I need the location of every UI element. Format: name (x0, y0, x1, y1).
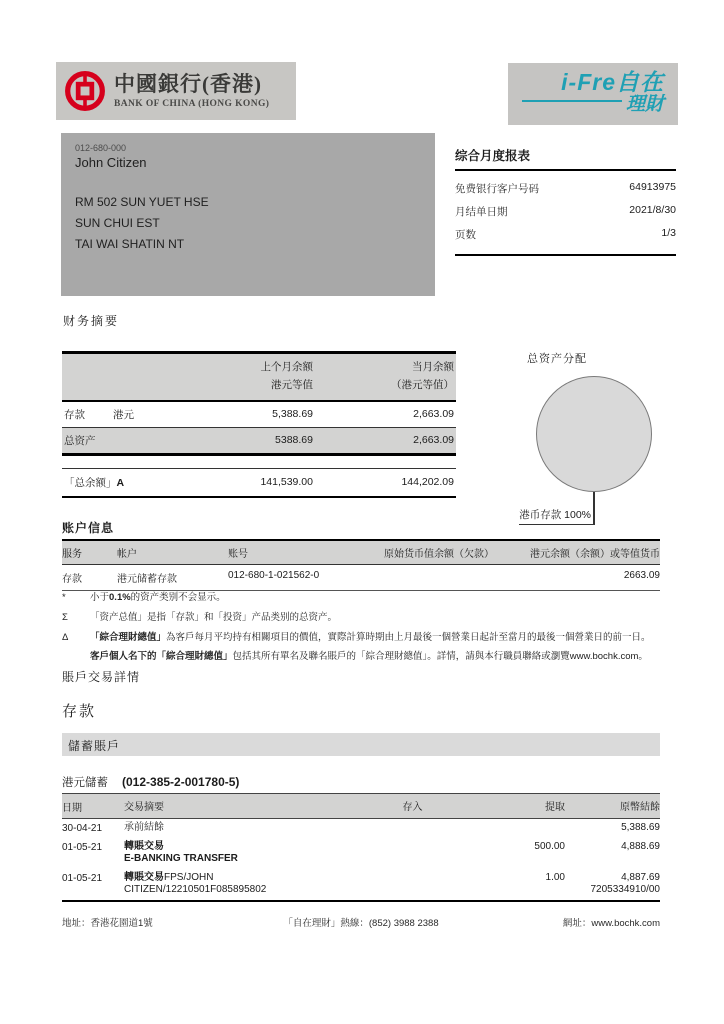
statement-reference-number: 7205334910/00 (590, 884, 660, 895)
recipient-address-line: SUN CHUI EST (75, 216, 160, 230)
col2-header-line2: （港元等值） (391, 378, 454, 391)
boc-emblem-icon (64, 70, 106, 112)
transaction-date: 30-04-21 (62, 823, 103, 834)
page-count-label: 页数 (455, 229, 476, 241)
deposit-label: 存款 (64, 408, 85, 421)
footer-hotline: 「自在理財」熱線：(852) 3988 2388 (283, 918, 439, 929)
transaction-details-title: 賬戶交易詳情 (62, 670, 141, 684)
transaction-balance: 4,887.69 (621, 871, 660, 883)
summary-grand-total-row (62, 468, 456, 498)
total-assets-prev: 5388.69 (275, 434, 313, 447)
footnote-text: 「綜合理財總值」為客戶每月平均持有相關項目的價值，實際計算時期由上月最後一個營業日起計至當月的最後一個營業日的前一日。 (90, 631, 651, 643)
financial-summary-table (62, 351, 456, 498)
asset-allocation-chart (500, 350, 700, 525)
statement-info-rows (455, 171, 676, 256)
deposit-prev-balance: 5,388.69 (272, 408, 313, 421)
footnote-marker: Δ (62, 631, 69, 643)
footnote-marker (62, 651, 90, 664)
footnote-text: 小于0.1%的资产类别不会显示。 (90, 592, 226, 603)
transaction-balance: 4,888.69 (621, 840, 660, 852)
footnote-marker: * (62, 592, 66, 603)
hkd-balance-value: 2663.09 (623, 570, 660, 581)
transaction-row (62, 838, 660, 869)
summary-deposit-row (62, 402, 456, 428)
original-balance-header: 原始货币值余额（欠款） (384, 549, 494, 560)
deposit-row-label (62, 407, 196, 422)
ifre-logo-rule (522, 100, 622, 102)
summary-header: 交易摘要 (124, 802, 164, 813)
recipient-address-line: TAI WAI SHATIN NT (75, 237, 185, 251)
footer-address: 地址：香港花園道1號 (62, 918, 153, 929)
account-header: 帐户 (117, 549, 137, 560)
bank-name-english: BANK OF CHINA (HONG KONG) (114, 98, 270, 109)
summary-header-row (62, 351, 456, 402)
col2-header-line1: 当月余额 (412, 361, 454, 373)
statement-info-panel (455, 146, 676, 256)
hkd-balance-header: 港元余额（余额）或等值货币 (530, 549, 660, 560)
statement-date-value: 2021/8/30 (629, 204, 676, 216)
summary-total-assets-row (62, 428, 456, 456)
transaction-summary: 轉賬交易FPS/JOHN CITIZEN/12210501F085895802 (124, 871, 267, 895)
hkd-savings-label: 港元儲蓄 (62, 777, 108, 789)
footnote-line (62, 651, 670, 664)
customer-number-value: 64913975 (629, 181, 676, 193)
transaction-summary: 轉賬交易 E-BANKING TRANSFER (124, 840, 238, 864)
deposit-header: 存入 (402, 802, 423, 813)
transaction-balance: 5,388.69 (621, 822, 660, 833)
withdrawal-header: 提取 (545, 802, 565, 813)
balance-header: 原幣結餘 (620, 802, 660, 813)
page-count-value: 1/3 (661, 227, 676, 239)
statement-title: 综合月度报表 (455, 146, 676, 171)
deposit-current-balance: 2,663.09 (413, 408, 454, 421)
grand-total-label (62, 475, 196, 490)
footnote-text: 客戶個人名下的「綜合理財總值」包括其所有單名及聯名賬戶的「綜合理財總值」。詳情，請與本行職員聯絡或瀏覽www.bochk.com。 (90, 651, 648, 663)
ifre-wealth-logo (508, 63, 678, 125)
account-number-value: 012-680-1-021562-0 (228, 570, 320, 581)
footnote-line (62, 592, 670, 605)
footer-website: 網址：www.bochk.com (562, 918, 661, 929)
total-assets-current: 2,663.09 (413, 434, 454, 447)
account-info-title: 账户信息 (62, 521, 115, 535)
deposit-currency-label: 港元 (113, 408, 134, 421)
customer-number-label: 免费银行客户号码 (455, 183, 539, 195)
summary-col1-header (196, 359, 331, 395)
service-header: 服务 (62, 549, 82, 560)
transaction-row (62, 819, 660, 838)
footnote-marker: Σ (62, 611, 68, 623)
transaction-date: 01-05-21 (62, 872, 103, 884)
statement-info-row (455, 223, 676, 246)
grand-total-prev: 141,539.00 (260, 476, 313, 489)
total-assets-label: 总资产 (64, 434, 96, 447)
transaction-withdrawal: 1.00 (545, 871, 565, 883)
recipient-code: 012-680-000 (75, 143, 127, 153)
col1-header-line2: 港元等值 (271, 378, 313, 391)
recipient-address-line: RM 502 SUN YUET HSE (75, 195, 209, 209)
service-value: 存款 (62, 574, 82, 585)
transactions-header-row (62, 793, 660, 819)
ifre-logo-line1: i-Fre自在 (561, 69, 664, 95)
recipient-address-block (61, 133, 435, 296)
deposits-subtitle: 存款 (62, 703, 97, 720)
grand-total-suffix: A (116, 476, 125, 489)
grand-total-current: 144,202.09 (401, 476, 454, 489)
account-info-table (62, 539, 660, 591)
statement-date-label: 月结单日期 (455, 206, 508, 218)
transaction-summary: 承前結餘 (124, 822, 164, 833)
savings-account-banner: 儲蓄賬戶 (62, 733, 660, 756)
statement-info-row (455, 200, 676, 223)
footnote-text: 「资产总值」是指「存款」和「投资」产品类别的总资产。 (90, 611, 338, 623)
footnotes (62, 592, 670, 671)
statement-info-row (455, 177, 676, 200)
transaction-withdrawal: 500.00 (534, 840, 565, 852)
pie-slice-label: 港币存款 100% (519, 507, 594, 525)
date-header: 日期 (62, 803, 82, 814)
summary-col2-header (331, 359, 456, 395)
grand-total-label-text: 「总余额」 (64, 476, 117, 489)
footnote-line (62, 632, 670, 645)
savings-account-number: (012-385-2-001780-5) (122, 775, 240, 789)
bank-logo (56, 62, 296, 120)
ifre-logo-line2: 理財 (625, 94, 664, 115)
account-info-data-row (62, 565, 660, 591)
hkd-savings-account-line (62, 774, 239, 790)
original-balance-value (384, 570, 504, 585)
recipient-name: John Citizen (75, 155, 147, 170)
financial-summary-title: 财务摘要 (63, 314, 120, 328)
pie-chart-circle (536, 376, 652, 492)
account-info-header-row (62, 539, 660, 565)
account-number-header: 账号 (228, 549, 248, 560)
pie-chart-title: 总资产分配 (527, 353, 587, 365)
footnote-line (62, 612, 670, 625)
account-value: 港元储蓄存款 (117, 574, 177, 585)
page-footer (62, 915, 660, 929)
ifre-logo-row2 (522, 95, 664, 116)
col1-header-line1: 上个月余额 (260, 361, 313, 373)
bank-logo-text (114, 73, 269, 108)
bank-name-chinese: 中國銀行(香港) (114, 72, 262, 97)
pie-chart-callout (500, 492, 700, 525)
transaction-date: 01-05-21 (62, 841, 103, 853)
